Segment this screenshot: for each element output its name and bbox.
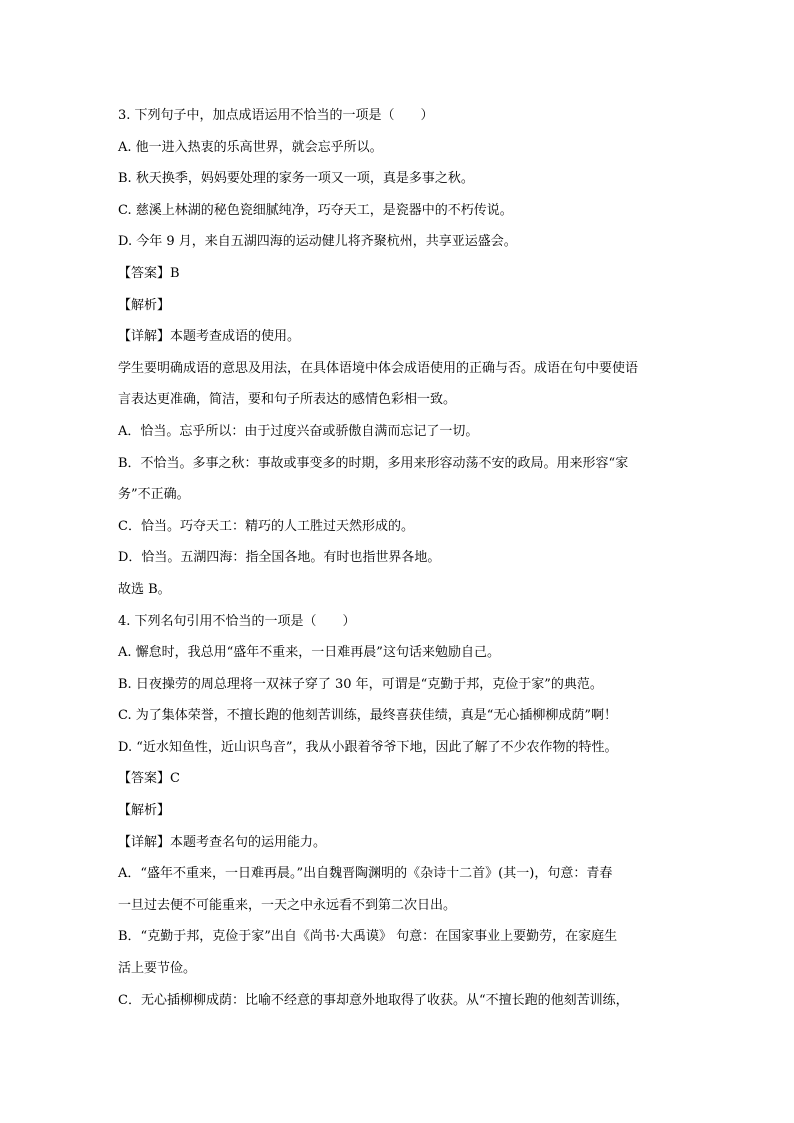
question-4-detail-line: C．无心插柳柳成荫：比喻不经意的事却意外地取得了收获。从“不擅长跑的他刻苦训练， xyxy=(118,992,629,1008)
question-3-option-a: A. 他一进入热衷的乐高世界，就会忘乎所以。 xyxy=(118,139,383,155)
question-3-detail-line: D．恰当。五湖四海：指全国各地。有时也指世界各地。 xyxy=(118,550,441,566)
question-4-answer: 【答案】C xyxy=(118,771,180,787)
question-content xyxy=(118,100,678,1016)
question-3-option-d: D. 今年 9 月，来自五湖四海的运动健儿将齐聚杭州，共享亚运盛会。 xyxy=(118,234,517,250)
question-3-option-b: B. 秋天换季，妈妈要处理的家务一项又一项，真是多事之秋。 xyxy=(118,171,474,187)
question-3-option-c: C. 慈溪上林湖的秘色瓷细腻纯净，巧夺天工，是瓷器中的不朽传说。 xyxy=(118,202,513,218)
question-4-option-c: C. 为了集体荣誉，不擅长跑的他刻苦训练，最终喜获佳绩，真是“无心插柳柳成荫”啊！ xyxy=(118,708,618,724)
question-3-detail-line: 故选 B。 xyxy=(118,581,171,597)
question-4-detail-line: B．“克勤于邦，克俭于家”出自《尚书·大禹谟》 句意：在国家事业上要勤劳，在家庭生 xyxy=(118,929,618,945)
question-4-option-b: B. 日夜操劳的周总理将一双袜子穿了 30 年，可谓是“克勤于邦，克俭于家”的典范。 xyxy=(118,676,603,692)
question-3-detail-line: 务”不正确。 xyxy=(118,487,190,503)
question-3-analysis-heading: 【解析】 xyxy=(118,297,171,313)
question-3-detail-line: 【详解】本题考查成语的使用。 xyxy=(118,329,301,345)
question-3-detail-line: C．恰当。巧夺天工：精巧的人工胜过天然形成的。 xyxy=(118,518,414,534)
question-3-detail-line: 学生要明确成语的意思及用法，在具体语境中体会成语使用的正确与否。成语在句中要使语 xyxy=(118,360,639,376)
question-4-detail-line: 【详解】本题考查名句的运用能力。 xyxy=(118,834,327,850)
question-4-option-d: D. “近水知鱼性，近山识鸟音”，我从小跟着爷爷下地，因此了解了不少农作物的特性。 xyxy=(118,739,618,755)
question-3-detail-line: A．恰当。忘乎所以：由于过度兴奋或骄傲自满而忘记了一切。 xyxy=(118,423,479,439)
question-4-stem: 4. 下列名句引用不恰当的一项是（ ） xyxy=(118,613,356,629)
question-3-detail-line: B．不恰当。多事之秋：事故或事变多的时期，多用来形容动荡不安的政局。用来形容“家 xyxy=(118,455,629,471)
question-3-stem: 3. 下列句子中，加点成语运用不恰当的一项是（ ） xyxy=(118,108,434,123)
question-4-detail-line: 一旦过去便不可能重来，一天之中永远看不到第二次日出。 xyxy=(118,897,457,913)
question-3-answer: 【答案】B xyxy=(118,265,180,281)
question-4-detail-line: 活上要节俭。 xyxy=(118,961,197,977)
question-4-detail-line: A．“盛年不重来，一日难再晨。”出自魏晋陶渊明的《杂诗十二首》(其一)，句意：青春 xyxy=(118,866,613,882)
question-4-option-a: A. 懈怠时，我总用“盛年不重来，一日难再晨”这句话来勉励自己。 xyxy=(118,645,500,661)
question-4-analysis-heading: 【解析】 xyxy=(118,803,171,819)
question-3-detail-line: 言表达更准确，简洁，要和句子所表达的感情色彩相一致。 xyxy=(118,392,457,408)
